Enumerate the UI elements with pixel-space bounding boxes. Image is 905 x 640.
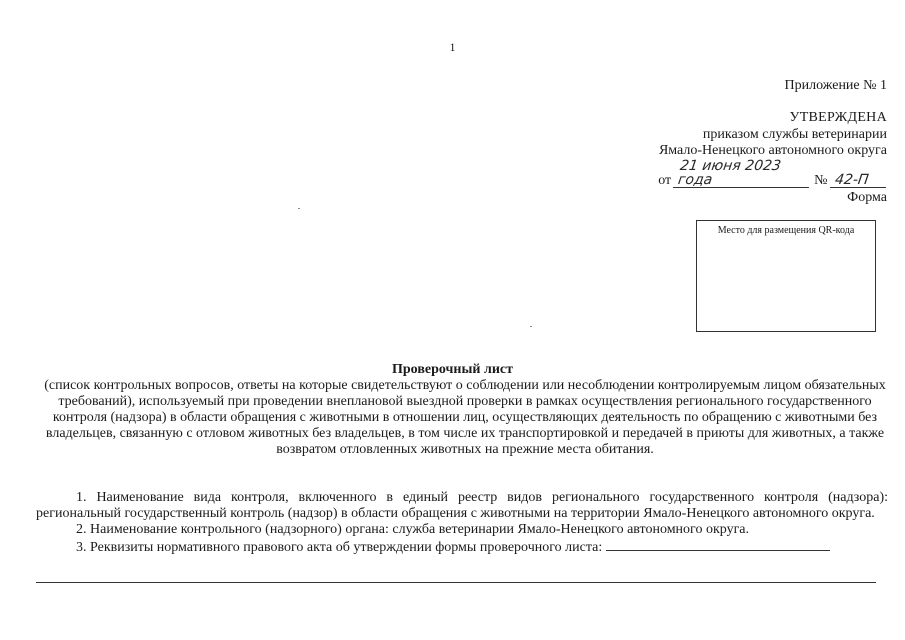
page-number: 1 [449,40,456,54]
order-date-number-line [658,159,887,189]
from-label: от [658,173,672,188]
fill-in-line [606,538,830,551]
handwritten-number: 42-П [830,173,888,188]
document-title: Проверочный лист [392,362,513,377]
order-line-2: Ямало-Ненецкого автономного округа [658,143,887,158]
list-item [36,538,888,556]
form-label: Форма [847,190,887,205]
handwritten-date: 21 июня 2023 года [673,159,813,188]
appendix-label: Приложение № 1 [784,78,887,93]
fill-in-line-full [36,582,876,583]
qr-code-placeholder [696,220,876,332]
list-item-text: 3. Реквизиты нормативного правового акта об утверждении формы проверочного листа: [76,540,603,555]
approved-label: УТВЕРЖДЕНА [789,110,887,125]
list-item: 2. Наименование контрольного (надзорного) органа: служба ветеринарии Ямало-Ненецкого автономного округа. [76,522,750,537]
number-label: № [814,173,828,188]
scan-speck [298,208,300,209]
scan-speck [530,326,532,327]
qr-code-placeholder-label: Место для размещения QR-кода [717,225,855,236]
list-item: 1. Наименование вида контроля, включенного в единый реестр видов регионального государственного контроля (надзора): региональный государственный контроль (надзор) в области обращения с животными на территории Ямало-Ненецкого автономного округа. [36,490,888,521]
document-subtitle: (список контрольных вопросов, ответы на которые свидетельствуют о соблюдении или несоблюдении контролируемым лицом обязательных требований), используемый при проведении внеплановой выездной проверки в рамках осуществления регионального государственного контроля (надзора) в области обращения с животными в отношении лиц, осуществляющих деятельность по обращению с животными без владельцев, связанную с отловом животных без владельцев, в том числе их транспортировкой и передачей в приюты для животных, а также возвратом отловленных животных на прежние места обитания. [44,378,886,457]
items-list [36,490,888,556]
order-line-1: приказом службы ветеринарии [702,127,887,142]
